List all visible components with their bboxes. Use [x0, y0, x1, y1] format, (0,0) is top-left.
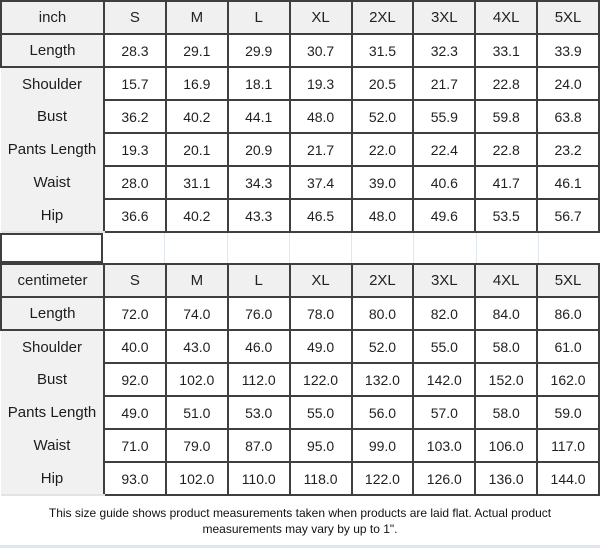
size-column-header: 3XL — [413, 1, 475, 34]
measurement-value: 82.0 — [413, 297, 475, 330]
size-table-centimeter — [0, 263, 600, 496]
measurement-value: 22.8 — [475, 133, 537, 166]
size-column-header: L — [228, 1, 290, 34]
measurement-value: 102.0 — [166, 363, 228, 396]
measurement-value: 71.0 — [104, 429, 166, 462]
measurement-value: 23.2 — [537, 133, 599, 166]
measurement-value: 106.0 — [475, 429, 537, 462]
measurement-value: 49.0 — [104, 396, 166, 429]
measurement-row — [1, 133, 599, 166]
size-table-inch — [0, 0, 600, 233]
measurement-label: Shoulder — [1, 330, 104, 363]
measurement-value: 36.6 — [104, 199, 166, 232]
measurement-value: 20.1 — [166, 133, 228, 166]
measurement-value: 117.0 — [537, 429, 599, 462]
measurement-value: 46.5 — [290, 199, 352, 232]
measurement-row — [1, 166, 599, 199]
size-guide-note: This size guide shows product measurements taken when products are laid flat. Actual product measurements may vary by up to 1". — [48, 505, 552, 536]
measurement-value: 162.0 — [537, 363, 599, 396]
measurement-value: 43.3 — [228, 199, 290, 232]
measurement-value: 61.0 — [537, 330, 599, 363]
measurement-value: 15.7 — [104, 67, 166, 100]
measurement-value: 78.0 — [290, 297, 352, 330]
size-column-header: 2XL — [352, 264, 414, 297]
measurement-value: 40.2 — [166, 100, 228, 133]
measurement-value: 52.0 — [352, 330, 414, 363]
measurement-label: Hip — [1, 199, 104, 232]
size-column-header: M — [166, 1, 228, 34]
measurement-label: Waist — [1, 429, 104, 462]
measurement-value: 34.3 — [228, 166, 290, 199]
measurement-value: 76.0 — [228, 297, 290, 330]
spacer-cell — [164, 233, 226, 263]
measurement-value: 55.0 — [290, 396, 352, 429]
measurement-row — [1, 396, 599, 429]
size-column-header: 5XL — [537, 1, 599, 34]
size-column-header: S — [104, 1, 166, 34]
measurement-value: 40.0 — [104, 330, 166, 363]
measurement-value: 58.0 — [475, 396, 537, 429]
measurement-row — [1, 100, 599, 133]
measurement-label: Bust — [1, 100, 104, 133]
measurement-label: Pants Length — [1, 133, 104, 166]
measurement-value: 20.5 — [352, 67, 414, 100]
measurement-value: 48.0 — [352, 199, 414, 232]
measurement-value: 112.0 — [228, 363, 290, 396]
measurement-row — [1, 34, 599, 67]
measurement-value: 32.3 — [413, 34, 475, 67]
measurement-value: 103.0 — [413, 429, 475, 462]
measurement-value: 19.3 — [104, 133, 166, 166]
size-guide-footer — [0, 496, 600, 545]
measurement-value: 19.3 — [290, 67, 352, 100]
measurement-value: 122.0 — [290, 363, 352, 396]
measurement-label: Hip — [1, 462, 104, 495]
spacer-cell — [538, 233, 600, 263]
measurement-value: 20.9 — [228, 133, 290, 166]
measurement-value: 21.7 — [290, 133, 352, 166]
spacer-cell — [289, 233, 351, 263]
measurement-value: 46.0 — [228, 330, 290, 363]
measurement-value: 136.0 — [475, 462, 537, 495]
spacer-cell — [351, 233, 413, 263]
measurement-value: 49.6 — [413, 199, 475, 232]
spacer-cell — [476, 233, 538, 263]
measurement-value: 93.0 — [104, 462, 166, 495]
measurement-value: 22.4 — [413, 133, 475, 166]
measurement-value: 49.0 — [290, 330, 352, 363]
measurement-value: 95.0 — [290, 429, 352, 462]
measurement-value: 44.1 — [228, 100, 290, 133]
measurement-value: 74.0 — [166, 297, 228, 330]
measurement-value: 58.0 — [475, 330, 537, 363]
measurement-value: 29.9 — [228, 34, 290, 67]
measurement-value: 41.7 — [475, 166, 537, 199]
measurement-value: 22.8 — [475, 67, 537, 100]
size-column-header: S — [104, 264, 166, 297]
measurement-label: Bust — [1, 363, 104, 396]
measurement-value: 52.0 — [352, 100, 414, 133]
measurement-value: 36.2 — [104, 100, 166, 133]
measurement-value: 57.0 — [413, 396, 475, 429]
measurement-value: 39.0 — [352, 166, 414, 199]
spacer-cell — [103, 233, 164, 263]
measurement-value: 33.1 — [475, 34, 537, 67]
measurement-value: 22.0 — [352, 133, 414, 166]
measurement-value: 33.9 — [537, 34, 599, 67]
measurement-value: 59.8 — [475, 100, 537, 133]
measurement-value: 102.0 — [166, 462, 228, 495]
measurement-value: 126.0 — [413, 462, 475, 495]
measurement-value: 46.1 — [537, 166, 599, 199]
measurement-value: 63.8 — [537, 100, 599, 133]
measurement-row — [1, 330, 599, 363]
measurement-value: 40.6 — [413, 166, 475, 199]
size-column-header: 4XL — [475, 264, 537, 297]
size-column-header: 4XL — [475, 1, 537, 34]
size-header-row — [1, 1, 599, 34]
measurement-value: 18.1 — [228, 67, 290, 100]
size-column-header: XL — [290, 264, 352, 297]
measurement-value: 87.0 — [228, 429, 290, 462]
measurement-row — [1, 297, 599, 330]
measurement-label: Shoulder — [1, 67, 104, 100]
measurement-value: 80.0 — [352, 297, 414, 330]
measurement-value: 28.0 — [104, 166, 166, 199]
measurement-value: 152.0 — [475, 363, 537, 396]
measurement-value: 31.5 — [352, 34, 414, 67]
measurement-value: 53.5 — [475, 199, 537, 232]
measurement-label: Length — [1, 34, 104, 67]
spacer-label-cell — [0, 233, 103, 263]
measurement-value: 29.1 — [166, 34, 228, 67]
size-column-header: M — [166, 264, 228, 297]
measurement-value: 48.0 — [290, 100, 352, 133]
measurement-value: 16.9 — [166, 67, 228, 100]
size-column-header: 3XL — [413, 264, 475, 297]
size-column-header: 5XL — [537, 264, 599, 297]
spacer-cell — [413, 233, 475, 263]
measurement-value: 142.0 — [413, 363, 475, 396]
measurement-value: 24.0 — [537, 67, 599, 100]
measurement-label: Length — [1, 297, 104, 330]
measurement-value: 72.0 — [104, 297, 166, 330]
measurement-value: 55.9 — [413, 100, 475, 133]
measurement-value: 56.7 — [537, 199, 599, 232]
measurement-row — [1, 462, 599, 495]
measurement-label: Pants Length — [1, 396, 104, 429]
measurement-value: 37.4 — [290, 166, 352, 199]
measurement-row — [1, 363, 599, 396]
measurement-row — [1, 199, 599, 232]
measurement-value: 118.0 — [290, 462, 352, 495]
measurement-label: Waist — [1, 166, 104, 199]
size-column-header: 2XL — [352, 1, 414, 34]
measurement-value: 110.0 — [228, 462, 290, 495]
measurement-value: 56.0 — [352, 396, 414, 429]
measurement-value: 79.0 — [166, 429, 228, 462]
measurement-value: 99.0 — [352, 429, 414, 462]
measurement-value: 86.0 — [537, 297, 599, 330]
measurement-value: 40.2 — [166, 199, 228, 232]
measurement-row — [1, 429, 599, 462]
measurement-value: 53.0 — [228, 396, 290, 429]
measurement-value: 43.0 — [166, 330, 228, 363]
measurement-value: 92.0 — [104, 363, 166, 396]
measurement-value: 51.0 — [166, 396, 228, 429]
measurement-value: 122.0 — [352, 462, 414, 495]
size-column-header: L — [228, 264, 290, 297]
measurement-value: 144.0 — [537, 462, 599, 495]
measurement-value: 30.7 — [290, 34, 352, 67]
spacer-cell — [227, 233, 289, 263]
measurement-value: 28.3 — [104, 34, 166, 67]
measurement-value: 132.0 — [352, 363, 414, 396]
measurement-value: 59.0 — [537, 396, 599, 429]
measurement-value: 31.1 — [166, 166, 228, 199]
unit-header-cell: centimeter — [1, 264, 104, 297]
size-header-row — [1, 264, 599, 297]
measurement-value: 55.0 — [413, 330, 475, 363]
measurement-row — [1, 67, 599, 100]
size-column-header: XL — [290, 1, 352, 34]
measurement-value: 84.0 — [475, 297, 537, 330]
unit-header-cell: inch — [1, 1, 104, 34]
table-spacer-row — [0, 233, 600, 263]
measurement-value: 21.7 — [413, 67, 475, 100]
